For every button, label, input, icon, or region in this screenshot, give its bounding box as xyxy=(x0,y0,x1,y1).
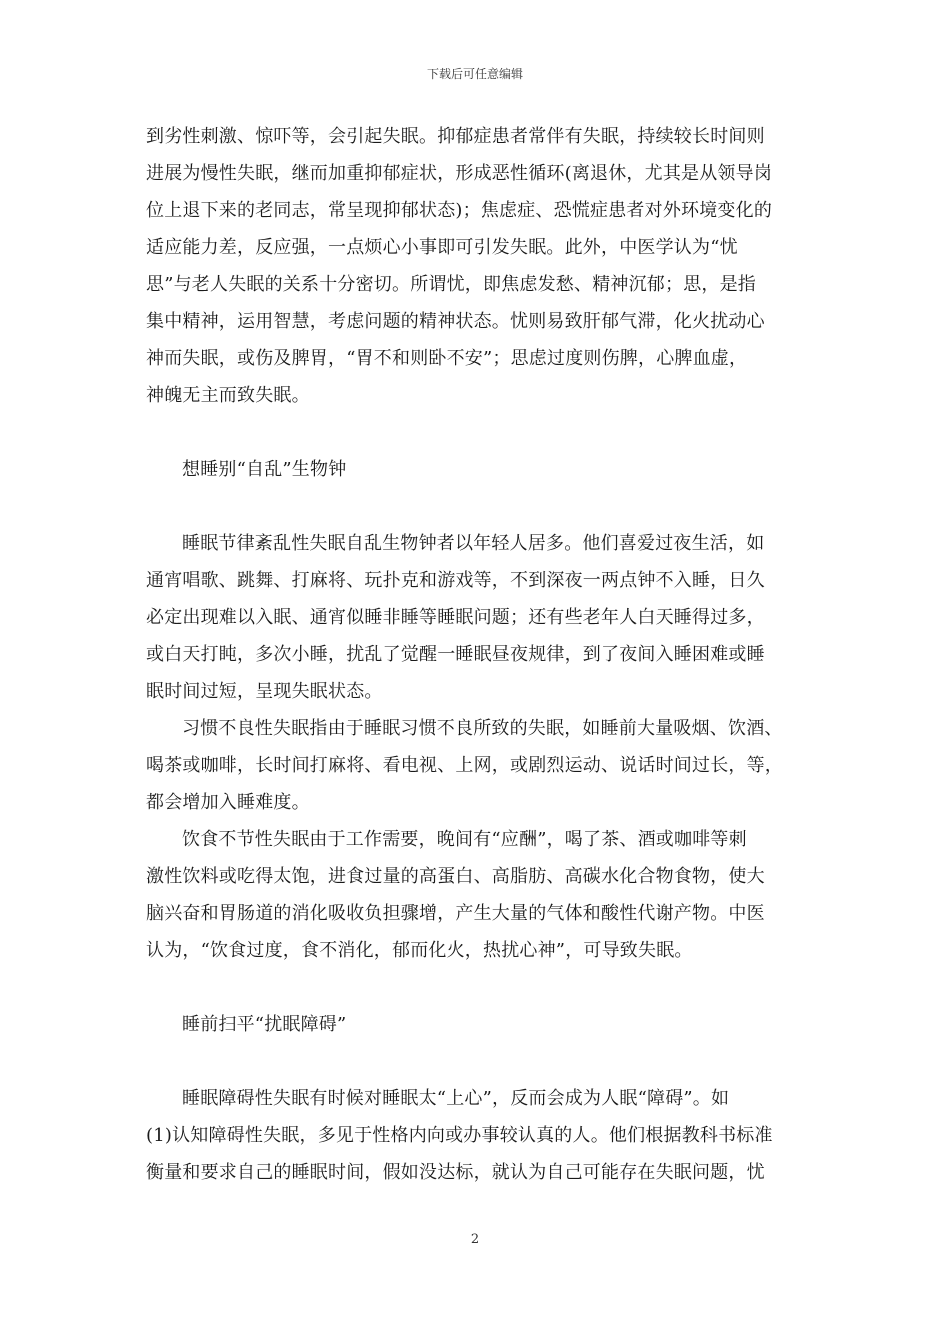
text-line: 集中精神，运用智慧，考虑问题的精神状态。忧则易致肝郁气滞，化火扰动心 xyxy=(146,311,765,332)
text-line: 进展为慢性失眠，继而加重抑郁症状，形成恶性循环(离退休，尤其是从领导岗 xyxy=(146,163,773,184)
text-line: 到劣性刺激、惊吓等，会引起失眠。抑郁症患者常伴有失眠，持续较长时间则 xyxy=(146,126,765,147)
text-line: 饮食不节性失眠由于工作需要，晚间有“应酬”，喝了茶、酒或咖啡等刺 xyxy=(182,829,747,850)
text-line: 衡量和要求自己的睡眠时间，假如没达标，就认为自己可能存在失眠问题，忧 xyxy=(146,1162,765,1183)
text-line: 通宵唱歌、跳舞、打麻将、玩扑克和游戏等，不到深夜一两点钟不入睡，日久 xyxy=(146,570,765,591)
text-line: 习惯不良性失眠指由于睡眠习惯不良所致的失眠，如睡前大量吸烟、饮酒、 xyxy=(182,718,783,739)
paragraph-gap xyxy=(146,414,810,451)
text-line: 思”与老人失眠的关系十分密切。所谓忧，即焦虑发愁、精神沉郁；思，是指 xyxy=(146,274,756,295)
text-line: 或白天打盹，多次小睡，扰乱了觉醒一睡眠昼夜规律，到了夜间入睡困难或睡 xyxy=(146,644,765,665)
text-line: 睡眠障碍性失眠有时候对睡眠太“上心”，反而会成为人眠“障碍”。如 xyxy=(182,1088,730,1109)
text-line: 脑兴奋和胃肠道的消化吸收负担骤增，产生大量的气体和酸性代谢产物。中医 xyxy=(146,903,765,924)
page-header: 下载后可任意编辑 xyxy=(426,67,523,81)
text-line: 睡前扫平“扰眠障碍” xyxy=(182,1014,347,1035)
text-line: 激性饮料或吃得太饱，进食过量的高蛋白、高脂肪、高碳水化合物食物，使大 xyxy=(146,866,765,887)
text-line: (1)认知障碍性失眠，多见于性格内向或办事较认真的人。他们根据教科书标准 xyxy=(146,1125,773,1146)
paragraph-gap xyxy=(146,1043,810,1080)
text-line: 认为，“饮食过度，食不消化，郁而化火，热扰心神”，可导致失眠。 xyxy=(146,940,693,961)
text-line: 神魄无主而致失眠。 xyxy=(146,385,310,406)
text-line: 眠时间过短，呈现失眠状态。 xyxy=(146,681,383,702)
page-number: 2 xyxy=(470,1232,480,1247)
document-body xyxy=(146,118,810,1191)
text-line: 睡眠节律紊乱性失眠自乱生物钟者以年轻人居多。他们喜爱过夜生活，如 xyxy=(182,533,765,554)
text-line: 必定出现难以入眠、通宵似睡非睡等睡眠问题；还有些老年人白天睡得过多， xyxy=(146,607,765,628)
text-line: 想睡别“自乱”生物钟 xyxy=(182,459,347,480)
paragraph-gap xyxy=(146,488,810,525)
paragraph-gap xyxy=(146,969,810,1006)
text-line: 都会增加入睡难度。 xyxy=(146,792,310,813)
text-line: 神而失眠，或伤及脾胃，“胃不和则卧不安”；思虑过度则伤脾，心脾血虚， xyxy=(146,348,748,369)
text-line: 适应能力差，反应强，一点烦心小事即可引发失眠。此外，中医学认为“忧 xyxy=(146,237,738,258)
text-line: 位上退下来的老同志，常呈现抑郁状态)；焦虑症、恐慌症患者对外环境变化的 xyxy=(146,200,773,221)
text-line: 喝茶或咖啡，长时间打麻将、看电视、上网，或剧烈运动、说话时间过长，等， xyxy=(146,755,783,776)
